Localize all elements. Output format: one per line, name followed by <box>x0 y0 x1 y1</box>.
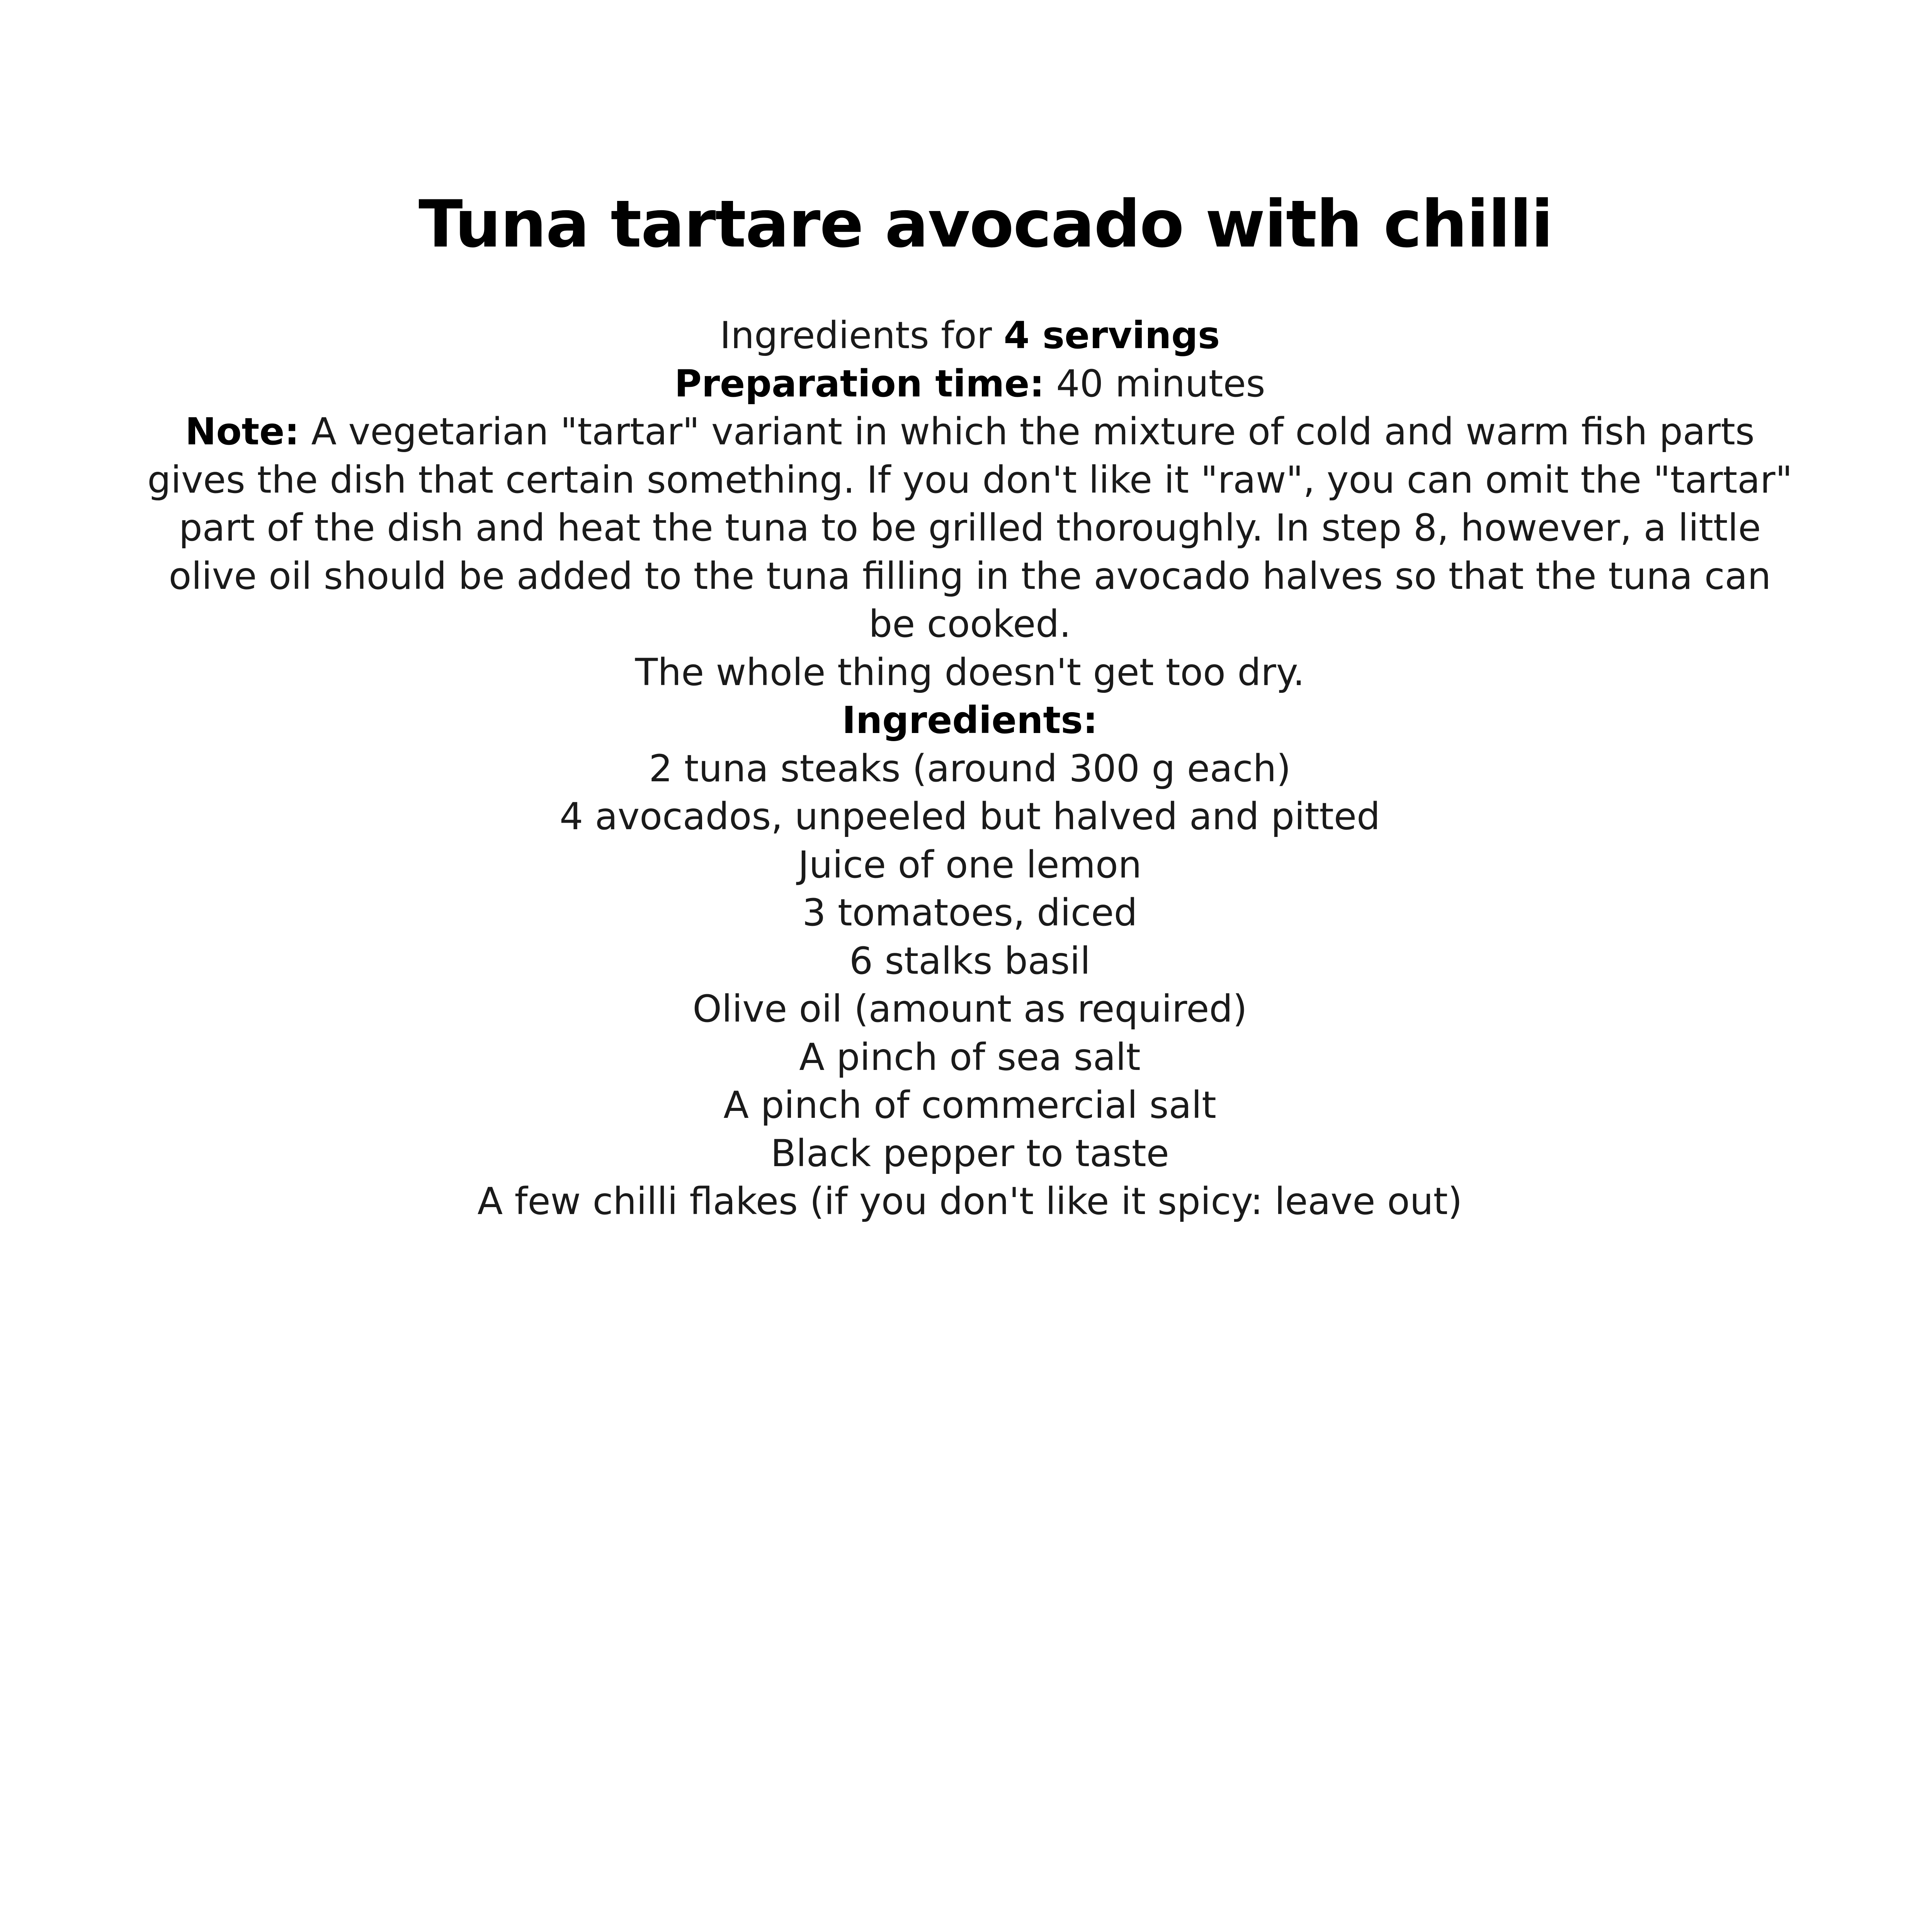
servings-prefix: Ingredients for <box>719 314 1004 357</box>
recipe-body <box>131 311 1808 1226</box>
ingredient-list <box>131 745 1808 1226</box>
note-paragraph <box>131 408 1808 648</box>
ingredient-item: Black pepper to taste <box>770 1131 1169 1175</box>
ingredient-item: 3 tomatoes, diced <box>802 891 1138 934</box>
ingredient-item: Olive oil (amount as required) <box>692 987 1247 1031</box>
ingredient-item: 4 avocados, unpeeled but halved and pitted <box>560 795 1380 838</box>
ingredient-item: A pinch of sea salt <box>799 1035 1141 1079</box>
note-label: Note: <box>185 410 299 453</box>
ingredient-item: Juice of one lemon <box>798 843 1142 886</box>
prep-time-value: 40 minutes <box>1044 362 1265 405</box>
servings-value: 4 servings <box>1003 314 1220 357</box>
prep-time-label: Preparation time: <box>674 362 1044 405</box>
note-text: A vegetarian "tartar" variant in which the mixture of cold and warm fish parts gives the dish that certain something. If you don't like it "raw", you can omit the "tartar" part of the dish and heat the tuna to be grilled thoroughly. In step 8, however, a little olive oil should be added to the tuna filling in the avocado halves so that the tuna can be cooked. <box>147 410 1793 646</box>
ingredients-heading: Ingredients: <box>842 699 1098 742</box>
recipe-title: Tuna tartare avocado with chilli <box>418 186 1553 262</box>
ingredient-item: 2 tuna steaks (around 300 g each) <box>649 747 1291 790</box>
servings-line <box>131 311 1808 360</box>
ingredient-item: A few chilli flakes (if you don't like it spicy: leave out) <box>477 1180 1463 1223</box>
note-extra: The whole thing doesn't get too dry. <box>635 650 1305 694</box>
prep-time-line <box>131 360 1808 408</box>
ingredient-item: 6 stalks basil <box>849 939 1090 983</box>
ingredient-item: A pinch of commercial salt <box>723 1083 1216 1127</box>
